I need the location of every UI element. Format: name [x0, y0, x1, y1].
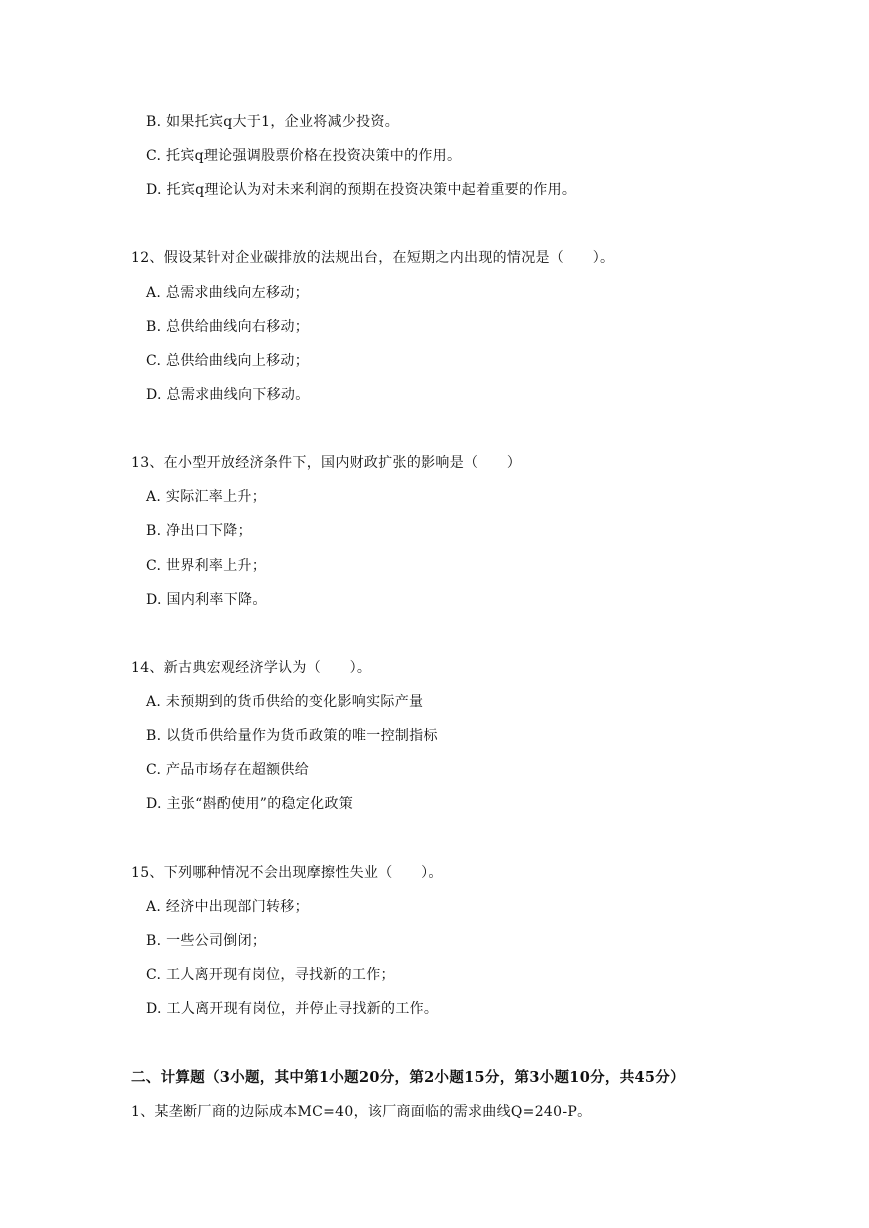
q12-option-d: D. 总需求曲线向下移动。: [146, 387, 310, 403]
q15-option-a: A. 经济中出现部门转移；: [146, 899, 309, 915]
q12-option-a: A. 总需求曲线向左移动；: [146, 285, 309, 301]
q13-option-d: D. 国内利率下降。: [146, 592, 267, 608]
q13-option-c: C. 世界利率上升；: [146, 558, 267, 574]
q13-option-a: A. 实际汇率上升；: [146, 489, 267, 505]
q15-stem: 15、下列哪种情况不会出现摩擦性失业（ ）。: [131, 865, 443, 881]
q14-option-a: A. 未预期到的货币供给的变化影响实际产量: [146, 694, 424, 710]
q13-stem: 13、在小型开放经济条件下，国内财政扩张的影响是（ ）: [131, 455, 522, 471]
q15-option-c: C. 工人离开现有岗位，寻找新的工作；: [146, 967, 395, 983]
q12-option-b: B. 总供给曲线向右移动；: [146, 319, 310, 335]
q13-option-b: B. 净出口下降；: [146, 523, 252, 539]
q14-option-c: C. 产品市场存在超额供给: [146, 762, 310, 778]
q11-option-c: C. 托宾q理论强调股票价格在投资决策中的作用。: [146, 148, 462, 164]
section-2-item-1: 1、某垄断厂商的边际成本MC=40，该厂商面临的需求曲线Q=240-P。: [131, 1104, 592, 1120]
q12-option-c: C. 总供给曲线向上移动；: [146, 353, 310, 369]
q12-stem: 12、假设某针对企业碳排放的法规出台，在短期之内出现的情况是（ ）。: [131, 250, 615, 266]
q11-option-b: B. 如果托宾q大于1，企业将减少投资。: [146, 114, 400, 130]
section-2-heading: 二、计算题（3小题，其中第1小题20分，第2小题15分，第3小题10分，共45分）: [131, 1069, 685, 1086]
q15-option-b: B. 一些公司倒闭；: [146, 933, 267, 949]
q15-option-d: D. 工人离开现有岗位，并停止寻找新的工作。: [146, 1001, 439, 1017]
q14-stem: 14、新古典宏观经济学认为（ ）。: [131, 660, 372, 676]
q14-option-b: B. 以货币供给量作为货币政策的唯一控制指标: [146, 728, 438, 744]
q11-option-d: D. 托宾q理论认为对未来利润的预期在投资决策中起着重要的作用。: [146, 182, 577, 198]
q14-option-d: D. 主张“斟酌使用”的稳定化政策: [146, 796, 354, 812]
